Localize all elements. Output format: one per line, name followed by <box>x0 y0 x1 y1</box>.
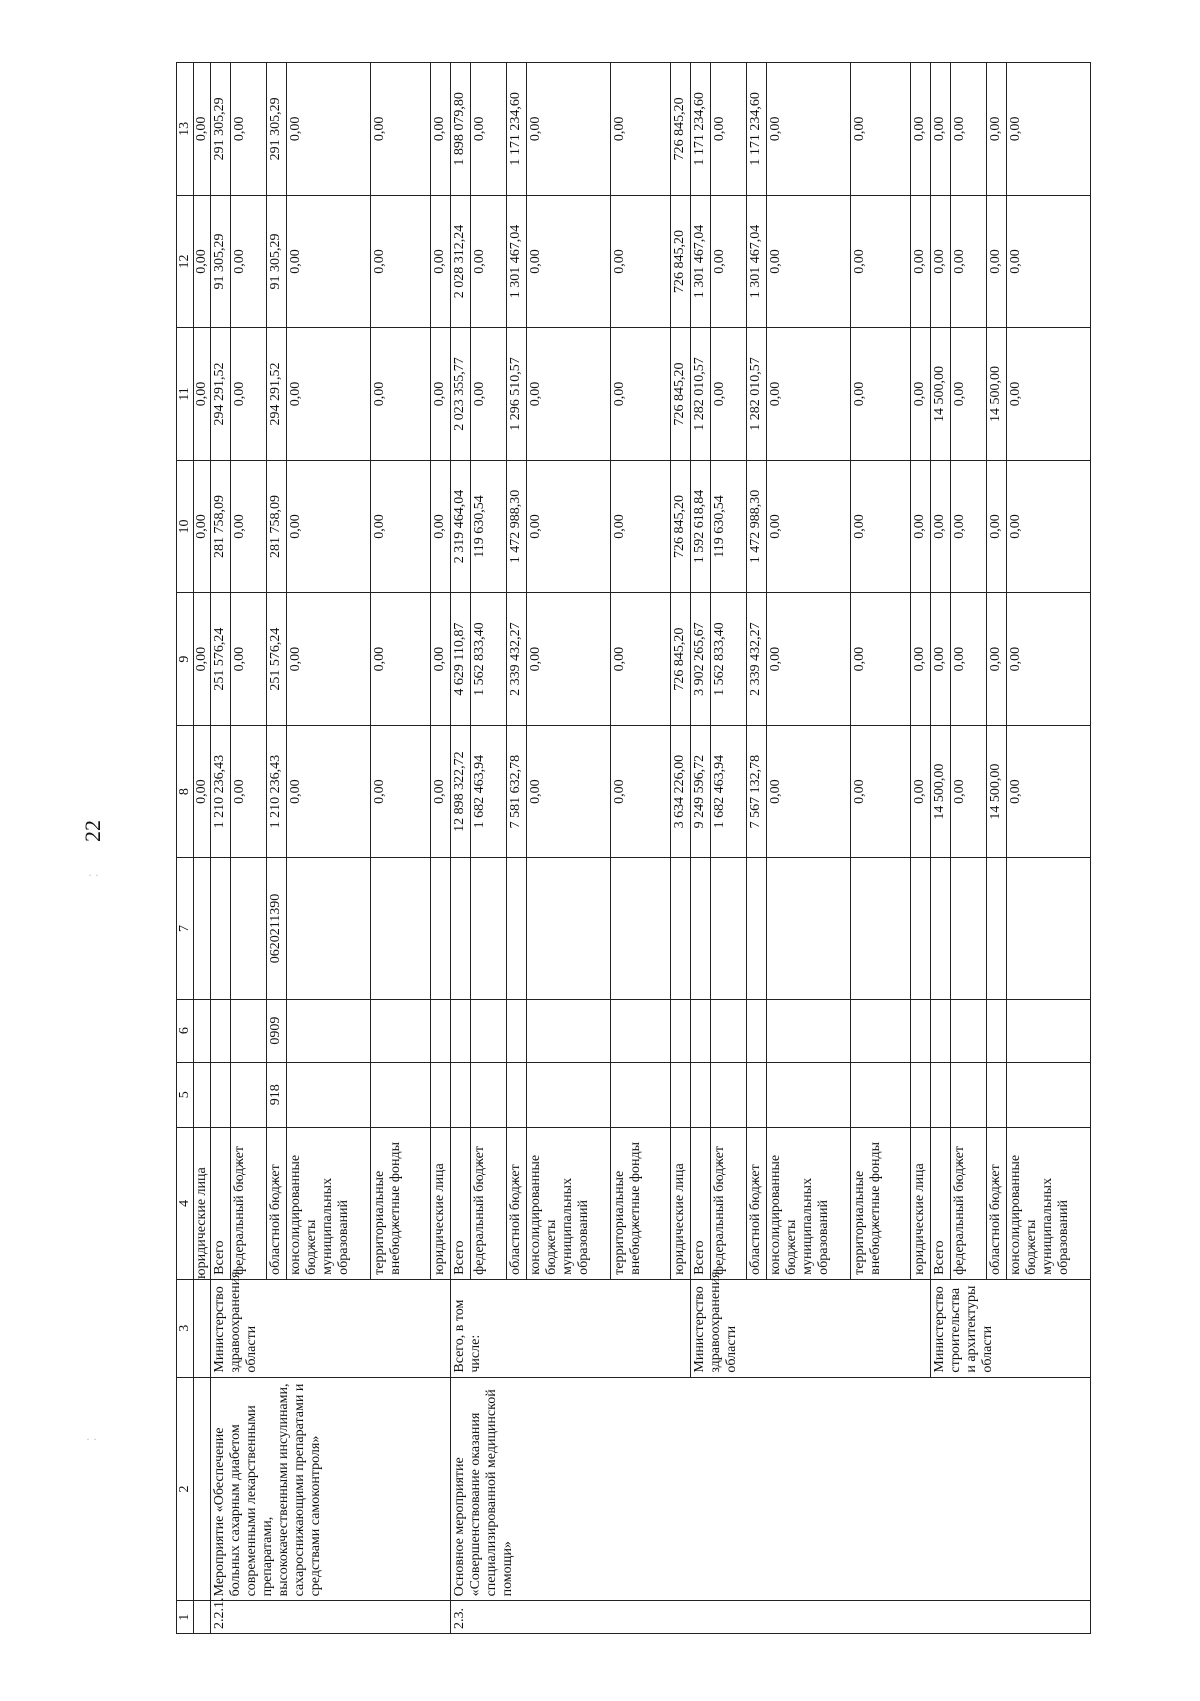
cell-empty <box>194 1062 211 1127</box>
value-cell: 281 758,09 <box>267 460 287 593</box>
csr-code <box>211 858 231 999</box>
grbs-code <box>987 1062 1007 1127</box>
rz-pr-code <box>951 999 987 1062</box>
column-number: 3 <box>177 1279 194 1377</box>
value-cell: 0,00 <box>1007 63 1091 196</box>
value-cell: 0,00 <box>194 328 211 461</box>
value-cell: 14 500,00 <box>931 725 951 858</box>
value-cell: 3 634 226,00 <box>671 725 691 858</box>
grbs-code <box>507 1062 527 1127</box>
value-cell: 726 845,20 <box>671 593 691 726</box>
csr-code <box>451 858 471 999</box>
item-number: 2.2.1. <box>211 1601 451 1634</box>
value-cell: 0,00 <box>951 63 987 196</box>
value-cell: 0,00 <box>471 63 507 196</box>
value-cell: 0,00 <box>194 725 211 858</box>
csr-code <box>1007 858 1091 999</box>
rz-pr-code: 0909 <box>267 999 287 1062</box>
csr-code <box>431 858 451 999</box>
value-cell: 0,00 <box>611 328 671 461</box>
value-cell: 0,00 <box>987 63 1007 196</box>
value-cell: 0,00 <box>611 725 671 858</box>
value-cell: 0,00 <box>194 63 211 196</box>
column-number: 5 <box>177 1062 194 1127</box>
value-cell: 0,00 <box>194 593 211 726</box>
value-cell: 7 567 132,78 <box>747 725 767 858</box>
column-number: 2 <box>177 1377 194 1601</box>
column-number: 12 <box>177 195 194 328</box>
value-cell: 251 576,24 <box>211 593 231 726</box>
value-cell: 0,00 <box>1007 460 1091 593</box>
value-cell: 0,00 <box>911 460 931 593</box>
rz-pr-code <box>1007 999 1091 1062</box>
value-cell: 0,00 <box>911 593 931 726</box>
item-number: 2.3. <box>451 1601 1091 1634</box>
value-cell: 281 758,09 <box>211 460 231 593</box>
value-cell: 1 301 467,04 <box>747 195 767 328</box>
value-cell: 0,00 <box>371 725 431 858</box>
csr-code <box>851 858 911 999</box>
cell-empty <box>194 1377 211 1601</box>
funding-source: областной бюджет <box>267 1127 287 1279</box>
value-cell: 726 845,20 <box>671 328 691 461</box>
value-cell: 14 500,00 <box>987 725 1007 858</box>
value-cell: 1 682 463,94 <box>711 725 747 858</box>
value-cell: 0,00 <box>767 725 851 858</box>
funding-source: консолидированные бюджеты муниципальных образований <box>1007 1127 1091 1279</box>
rz-pr-code <box>911 999 931 1062</box>
value-cell: 0,00 <box>287 195 371 328</box>
value-cell: 0,00 <box>527 725 611 858</box>
rz-pr-code <box>851 999 911 1062</box>
rz-pr-code <box>231 999 267 1062</box>
rz-pr-code <box>211 999 231 1062</box>
budget-table <box>176 62 1091 1634</box>
value-cell: 1 682 463,94 <box>471 725 507 858</box>
csr-code <box>611 858 671 999</box>
funding-source: юридические лица <box>671 1127 691 1279</box>
executor: Министерство здравоохранения области <box>691 1279 931 1377</box>
value-cell: 0,00 <box>767 195 851 328</box>
rz-pr-code <box>711 999 747 1062</box>
value-cell: 0,00 <box>611 195 671 328</box>
column-number: 6 <box>177 999 194 1062</box>
value-cell: 0,00 <box>767 328 851 461</box>
value-cell: 0,00 <box>231 460 267 593</box>
grbs-code <box>711 1062 747 1127</box>
csr-code <box>507 858 527 999</box>
cell-empty <box>194 1601 211 1634</box>
grbs-code <box>1007 1062 1091 1127</box>
header-row <box>177 63 194 1634</box>
rz-pr-code <box>767 999 851 1062</box>
grbs-code <box>451 1062 471 1127</box>
funding-source: консолидированные бюджеты муниципальных образований <box>527 1127 611 1279</box>
funding-source: юридические лица <box>911 1127 931 1279</box>
value-cell: 1 282 010,57 <box>691 328 711 461</box>
value-cell: 0,00 <box>1007 593 1091 726</box>
value-cell: 0,00 <box>431 460 451 593</box>
funding-source: Всего <box>931 1127 951 1279</box>
csr-code <box>767 858 851 999</box>
value-cell: 0,00 <box>287 460 371 593</box>
scan-speck: · · <box>88 868 99 882</box>
value-cell: 0,00 <box>471 328 507 461</box>
value-cell: 0,00 <box>851 328 911 461</box>
funding-source: федеральный бюджет <box>711 1127 747 1279</box>
value-cell: 7 581 632,78 <box>507 725 527 858</box>
cell-empty <box>194 999 211 1062</box>
rz-pr-code <box>287 999 371 1062</box>
value-cell: 1 171 234,60 <box>747 63 767 196</box>
rz-pr-code <box>371 999 431 1062</box>
value-cell: 0,00 <box>851 195 911 328</box>
funding-source: федеральный бюджет <box>951 1127 987 1279</box>
csr-code <box>987 858 1007 999</box>
value-cell: 91 305,29 <box>267 195 287 328</box>
cell-empty <box>194 858 211 999</box>
value-cell: 0,00 <box>287 328 371 461</box>
value-cell: 0,00 <box>194 460 211 593</box>
value-cell: 251 576,24 <box>267 593 287 726</box>
value-cell: 14 500,00 <box>931 328 951 461</box>
value-cell: 294 291,52 <box>211 328 231 461</box>
grbs-code <box>211 1062 231 1127</box>
grbs-code <box>527 1062 611 1127</box>
value-cell: 12 898 322,72 <box>451 725 471 858</box>
grbs-code <box>431 1062 451 1127</box>
value-cell: 119 630,54 <box>471 460 507 593</box>
value-cell: 0,00 <box>371 460 431 593</box>
grbs-code <box>911 1062 931 1127</box>
value-cell: 0,00 <box>231 63 267 196</box>
scan-speck: · · <box>86 1432 97 1446</box>
value-cell: 0,00 <box>1007 725 1091 858</box>
executor: Министерство здравоохранения области <box>211 1279 451 1377</box>
grbs-code <box>951 1062 987 1127</box>
grbs-code <box>851 1062 911 1127</box>
value-cell: 0,00 <box>711 328 747 461</box>
value-cell: 0,00 <box>431 328 451 461</box>
rz-pr-code <box>527 999 611 1062</box>
value-cell: 0,00 <box>527 460 611 593</box>
value-cell: 1 562 833,40 <box>711 593 747 726</box>
value-cell: 0,00 <box>851 725 911 858</box>
value-cell: 1 296 510,57 <box>507 328 527 461</box>
value-cell: 726 845,20 <box>671 195 691 328</box>
funding-source: юридические лица <box>431 1127 451 1279</box>
value-cell: 2 339 432,27 <box>507 593 527 726</box>
csr-code <box>711 858 747 999</box>
value-cell: 119 630,54 <box>711 460 747 593</box>
value-cell: 2 339 432,27 <box>747 593 767 726</box>
column-number: 4 <box>177 1127 194 1279</box>
value-cell: 0,00 <box>851 63 911 196</box>
value-cell: 0,00 <box>371 195 431 328</box>
funding-source: территориальные внебюджетные фонды <box>611 1127 671 1279</box>
funding-source: консолидированные бюджеты муниципальных образований <box>287 1127 371 1279</box>
value-cell: 0,00 <box>987 593 1007 726</box>
value-cell: 1 562 833,40 <box>471 593 507 726</box>
value-cell: 1 472 988,30 <box>747 460 767 593</box>
value-cell: 0,00 <box>767 593 851 726</box>
value-cell: 0,00 <box>951 725 987 858</box>
csr-code <box>287 858 371 999</box>
csr-code <box>527 858 611 999</box>
funding-source: федеральный бюджет <box>231 1127 267 1279</box>
value-cell: 0,00 <box>851 593 911 726</box>
funding-source: территориальные внебюджетные фонды <box>371 1127 431 1279</box>
column-number: 11 <box>177 328 194 461</box>
value-cell: 0,00 <box>911 725 931 858</box>
funding-source: территориальные внебюджетные фонды <box>851 1127 911 1279</box>
value-cell: 0,00 <box>287 63 371 196</box>
column-number: 1 <box>177 1601 194 1634</box>
value-cell: 91 305,29 <box>211 195 231 328</box>
value-cell: 1 301 467,04 <box>507 195 527 328</box>
continuation-row <box>194 63 211 1634</box>
rz-pr-code <box>931 999 951 1062</box>
value-cell: 0,00 <box>527 195 611 328</box>
value-cell: 0,00 <box>287 725 371 858</box>
value-cell: 0,00 <box>431 63 451 196</box>
value-cell: 0,00 <box>711 63 747 196</box>
grbs-code: 918 <box>267 1062 287 1127</box>
value-cell: 0,00 <box>231 725 267 858</box>
funding-source: юридические лица <box>194 1127 211 1279</box>
value-cell: 1 898 079,80 <box>451 63 471 196</box>
csr-code <box>231 858 267 999</box>
csr-code <box>747 858 767 999</box>
value-cell: 294 291,52 <box>267 328 287 461</box>
value-cell: 0,00 <box>987 460 1007 593</box>
value-cell: 291 305,29 <box>267 63 287 196</box>
value-cell: 0,00 <box>931 195 951 328</box>
value-cell: 1 301 467,04 <box>691 195 711 328</box>
grbs-code <box>671 1062 691 1127</box>
csr-code <box>931 858 951 999</box>
value-cell: 0,00 <box>767 63 851 196</box>
grbs-code <box>287 1062 371 1127</box>
value-cell: 726 845,20 <box>671 460 691 593</box>
value-cell: 0,00 <box>931 593 951 726</box>
value-cell: 14 500,00 <box>987 328 1007 461</box>
grbs-code <box>371 1062 431 1127</box>
value-cell: 0,00 <box>911 63 931 196</box>
rz-pr-code <box>691 999 711 1062</box>
grbs-code <box>471 1062 507 1127</box>
value-cell: 1 472 988,30 <box>507 460 527 593</box>
csr-code: 0620211390 <box>267 858 287 999</box>
grbs-code <box>747 1062 767 1127</box>
rz-pr-code <box>451 999 471 1062</box>
value-cell: 2 028 312,24 <box>451 195 471 328</box>
funding-source: Всего <box>691 1127 711 1279</box>
value-cell: 0,00 <box>1007 195 1091 328</box>
value-cell: 0,00 <box>527 593 611 726</box>
value-cell: 0,00 <box>527 63 611 196</box>
value-cell: 0,00 <box>987 195 1007 328</box>
page-number: 22 <box>80 820 105 842</box>
value-cell: 0,00 <box>371 63 431 196</box>
rz-pr-code <box>507 999 527 1062</box>
value-cell: 4 629 110,87 <box>451 593 471 726</box>
csr-code <box>471 858 507 999</box>
value-cell: 0,00 <box>431 725 451 858</box>
rz-pr-code <box>987 999 1007 1062</box>
funding-source: федеральный бюджет <box>471 1127 507 1279</box>
value-cell: 0,00 <box>611 460 671 593</box>
csr-code <box>911 858 931 999</box>
value-cell: 2 319 464,04 <box>451 460 471 593</box>
csr-code <box>691 858 711 999</box>
value-cell: 0,00 <box>911 195 931 328</box>
funding-source: Всего <box>211 1127 231 1279</box>
value-cell: 0,00 <box>231 328 267 461</box>
column-number: 8 <box>177 725 194 858</box>
funding-source: областной бюджет <box>507 1127 527 1279</box>
column-number: 9 <box>177 593 194 726</box>
value-cell: 0,00 <box>931 460 951 593</box>
grbs-code <box>611 1062 671 1127</box>
funding-source: Всего <box>451 1127 471 1279</box>
value-cell: 0,00 <box>431 593 451 726</box>
value-cell: 0,00 <box>527 328 611 461</box>
value-cell: 0,00 <box>371 593 431 726</box>
value-cell: 0,00 <box>371 328 431 461</box>
grbs-code <box>931 1062 951 1127</box>
value-cell: 726 845,20 <box>671 63 691 196</box>
funding-source: областной бюджет <box>987 1127 1007 1279</box>
value-cell: 1 210 236,43 <box>267 725 287 858</box>
value-cell: 0,00 <box>431 195 451 328</box>
executor: Всего, в том числе: <box>451 1279 691 1377</box>
value-cell: 0,00 <box>611 63 671 196</box>
value-cell: 0,00 <box>231 195 267 328</box>
value-cell: 1 210 236,43 <box>211 725 231 858</box>
value-cell: 0,00 <box>1007 328 1091 461</box>
value-cell: 0,00 <box>194 195 211 328</box>
csr-code <box>671 858 691 999</box>
value-cell: 1 171 234,60 <box>507 63 527 196</box>
column-number: 13 <box>177 63 194 196</box>
value-cell: 0,00 <box>951 593 987 726</box>
grbs-code <box>231 1062 267 1127</box>
cell-empty <box>194 1279 211 1377</box>
value-cell: 2 023 355,77 <box>451 328 471 461</box>
column-number: 7 <box>177 858 194 999</box>
value-cell: 0,00 <box>471 195 507 328</box>
budget-table-rotated <box>176 62 1071 1634</box>
value-cell: 0,00 <box>711 195 747 328</box>
value-cell: 9 249 596,72 <box>691 725 711 858</box>
column-number: 10 <box>177 460 194 593</box>
csr-code <box>951 858 987 999</box>
rz-pr-code <box>671 999 691 1062</box>
value-cell: 0,00 <box>911 328 931 461</box>
value-cell: 0,00 <box>851 460 911 593</box>
value-cell: 0,00 <box>231 593 267 726</box>
value-cell: 0,00 <box>951 195 987 328</box>
value-cell: 0,00 <box>951 328 987 461</box>
grbs-code <box>767 1062 851 1127</box>
item-name: Мероприятие «Обеспечение больных сахарным диабетом современными лекарственными препаратами, высококачественными инсулинами, сахароснижающими препаратами и средствами самоконтроля» <box>211 1377 451 1601</box>
value-cell: 1 171 234,60 <box>691 63 711 196</box>
value-cell: 3 902 265,67 <box>691 593 711 726</box>
rz-pr-code <box>431 999 451 1062</box>
rz-pr-code <box>611 999 671 1062</box>
table-row <box>451 63 471 1634</box>
value-cell: 0,00 <box>287 593 371 726</box>
rz-pr-code <box>471 999 507 1062</box>
rz-pr-code <box>747 999 767 1062</box>
item-name: Основное мероприятие «Совершенствование оказания специализированной медицинской помощи» <box>451 1377 1091 1601</box>
value-cell: 291 305,29 <box>211 63 231 196</box>
csr-code <box>371 858 431 999</box>
funding-source: консолидированные бюджеты муниципальных образований <box>767 1127 851 1279</box>
funding-source: областной бюджет <box>747 1127 767 1279</box>
value-cell: 0,00 <box>951 460 987 593</box>
value-cell: 0,00 <box>611 593 671 726</box>
value-cell: 0,00 <box>767 460 851 593</box>
table-row <box>211 63 231 1634</box>
executor: Министерство строительства и архитектуры области <box>931 1279 1091 1377</box>
value-cell: 0,00 <box>931 63 951 196</box>
value-cell: 1 592 618,84 <box>691 460 711 593</box>
grbs-code <box>691 1062 711 1127</box>
value-cell: 1 282 010,57 <box>747 328 767 461</box>
